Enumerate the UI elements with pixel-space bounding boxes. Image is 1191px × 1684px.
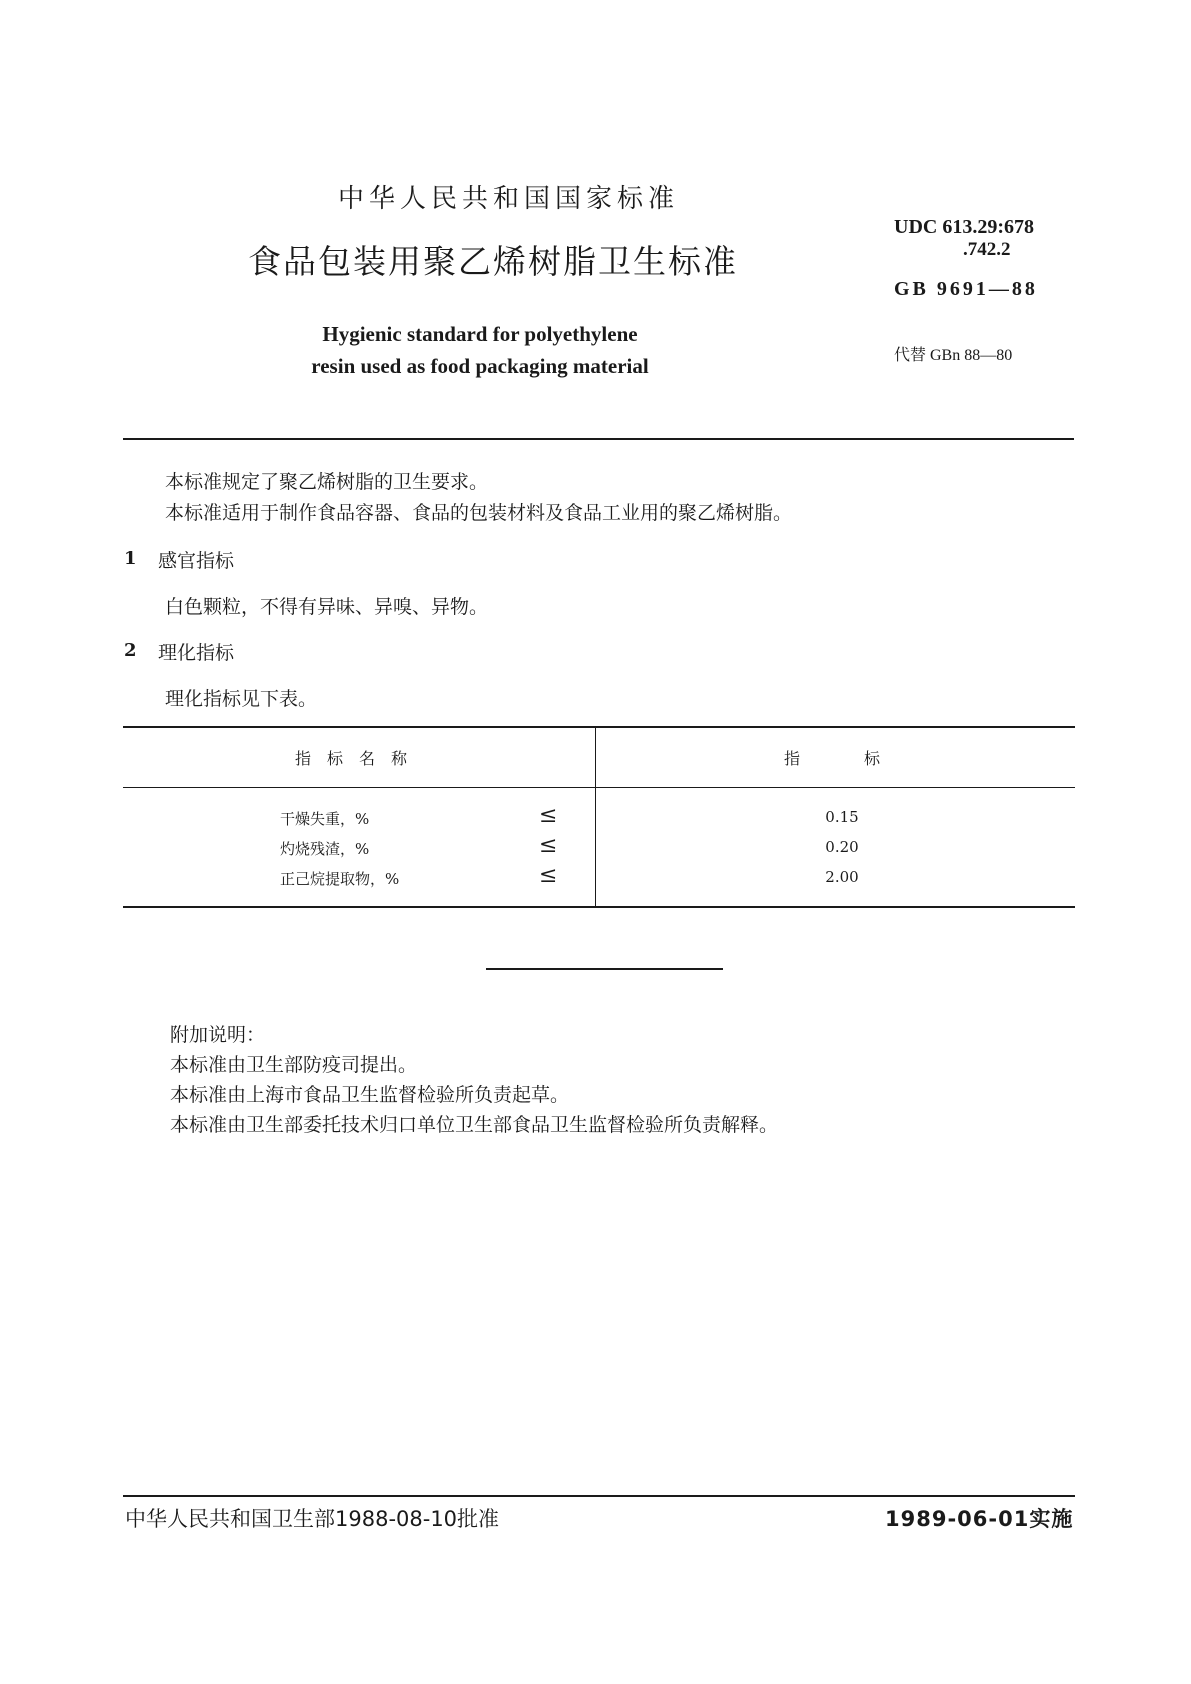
- title-en-line-2: resin used as food packaging material: [311, 354, 649, 378]
- table-header-rule: [123, 787, 1075, 788]
- notes-title: 附加说明：: [170, 1024, 266, 1046]
- section-1-title: 感官指标: [158, 550, 235, 572]
- header-divider: [123, 438, 1074, 440]
- section-2-body: 理化指标见下表。: [165, 688, 318, 710]
- row-2-value: 0.20: [825, 838, 859, 856]
- gb-standard-number: GB 9691—88: [894, 278, 1038, 300]
- table-bottom-rule: [123, 906, 1075, 908]
- table-header-name: 指 标 名 称: [295, 749, 408, 768]
- row-1-value: 0.15: [825, 808, 859, 826]
- row-3-operator: ≤: [539, 863, 558, 888]
- approval-date: 中华人民共和国卫生部1988-08-10批准: [125, 1507, 500, 1531]
- section-1-number: 1: [124, 548, 137, 569]
- notes-line-2: 本标准由上海市食品卫生监督检验所负责起草。: [170, 1084, 570, 1106]
- document-title-en: [250, 318, 710, 382]
- national-standard-heading: 中华人民共和国国家标准: [338, 184, 680, 214]
- intro-line-1: 本标准规定了聚乙烯树脂的卫生要求。: [165, 471, 489, 493]
- document-title-cn: 食品包装用聚乙烯树脂卫生标准: [248, 242, 738, 281]
- title-en-line-1: Hygienic standard for polyethylene: [322, 322, 638, 346]
- udc-code-line-1: UDC 613.29:678: [894, 216, 1034, 238]
- table-column-divider: [595, 726, 596, 908]
- footer-divider: [123, 1495, 1075, 1497]
- udc-code-line-2: .742.2: [963, 239, 1011, 260]
- intro-line-2: 本标准适用于制作食品容器、食品的包装材料及食品工业用的聚乙烯树脂。: [165, 502, 793, 524]
- table-header-value: 指 标: [784, 749, 881, 768]
- section-2-number: 2: [124, 640, 137, 661]
- row-1-name: 干燥失重，%: [280, 810, 370, 828]
- section-2-title: 理化指标: [158, 642, 235, 664]
- row-2-name: 灼烧残渣，%: [280, 840, 370, 858]
- notes-line-3: 本标准由卫生部委托技术归口单位卫生部食品卫生监督检验所负责解释。: [170, 1114, 779, 1136]
- section-1-body: 白色颗粒，不得有异味、异嗅、异物。: [165, 596, 489, 618]
- effective-date: 1989-06-01实施: [885, 1507, 1074, 1531]
- replaces-standard: 代替 GBn 88—80: [894, 347, 1013, 364]
- end-divider: [486, 968, 723, 970]
- row-3-value: 2.00: [825, 868, 859, 886]
- row-1-operator: ≤: [539, 803, 558, 828]
- table-top-rule: [123, 726, 1075, 728]
- notes-line-1: 本标准由卫生部防疫司提出。: [170, 1054, 418, 1076]
- row-3-name: 正己烷提取物，%: [280, 870, 400, 888]
- row-2-operator: ≤: [539, 833, 558, 858]
